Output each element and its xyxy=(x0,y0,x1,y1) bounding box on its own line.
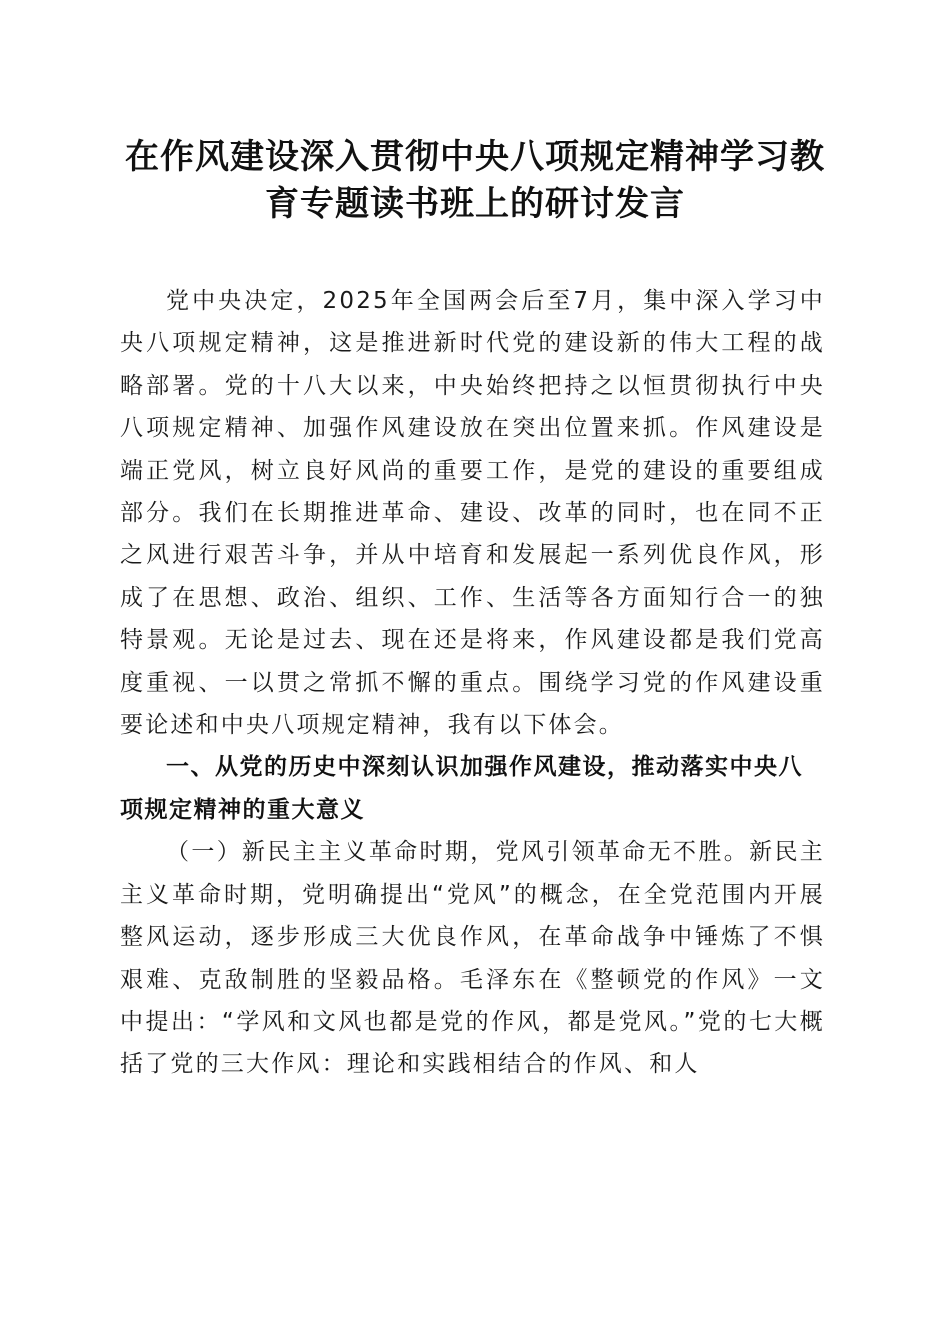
section-1-paragraph-1: （一）新民主主义革命时期，党风引领革命无不胜。新民主主义革命时期，党明确提出“党风”的概念，在全党范围内开展整风运动，逐步形成三大优良作风，在革命战争中锤炼了不惧艰难、克敌制胜的坚毅品格。毛泽东在《整顿党的作风》一文中提出：“学风和文风也都是党的作风，都是党风。”党的七大概括了党的三大作风：理论和实践相结合的作风、和人 xyxy=(120,839,825,1078)
document-title: 在作风建设深入贯彻中央八项规定精神学习教育专题读书班上的研讨发言 xyxy=(125,137,825,224)
document-body xyxy=(120,280,825,1086)
section-1-heading: 一、从党的历史中深刻认识加强作风建设，推动落实中央八项规定精神的重大意义 xyxy=(120,754,803,823)
intro-paragraph: 党中央决定，2025年全国两会后至7月，集中深入学习中央八项规定精神，这是推进新时代党的建设新的伟大工程的战略部署。党的十八大以来，中央始终把持之以恒贯彻执行中央八项规定精神、加强作风建设放在突出位置来抓。作风建设是端正党风，树立良好风尚的重要工作，是党的建设的重要组成部分。我们在长期推进革命、建设、改革的同时，也在同不正之风进行艰苦斗争，并从中培育和发展起一系列优良作风，形成了在思想、政治、组织、工作、生活等各方面知行合一的独特景观。无论是过去、现在还是将来，作风建设都是我们党高度重视、一以贯之常抓不懈的重点。围绕学习党的作风建设重要论述和中央八项规定精神，我有以下体会。 xyxy=(120,288,825,739)
